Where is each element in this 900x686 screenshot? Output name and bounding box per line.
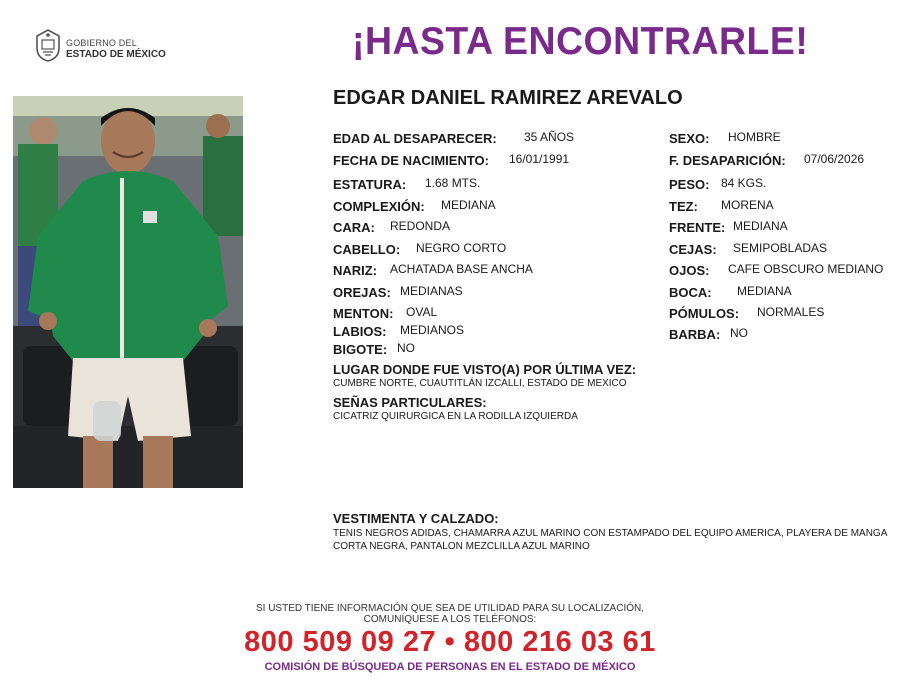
last-seen-value: CUMBRE NORTE, CUAUTITLÁN IZCALLI, ESTADO DE MEXICO [333, 378, 627, 389]
height-label: ESTATURA: [333, 177, 407, 192]
build-label: COMPLEXIÓN: [333, 199, 425, 214]
birthdate-value: 16/01/1991 [509, 152, 570, 166]
chin-label: MENTON: [333, 306, 394, 321]
person-photo-illustration [13, 96, 243, 488]
headline: ¡HASTA ENCONTRARLE! [352, 20, 809, 63]
disappearance-date-value: 07/06/2026 [804, 152, 865, 166]
weight-label: PESO: [669, 177, 710, 192]
person-photo [13, 96, 243, 488]
nose-value: ACHATADA BASE ANCHA [390, 262, 533, 276]
mouth-label: BOCA: [669, 285, 712, 300]
sex-value: HOMBRE [728, 130, 781, 144]
build-value: MEDIANA [441, 198, 496, 212]
mustache-value: NO [397, 341, 415, 355]
state-crest-icon [33, 28, 63, 62]
commission-name: COMISIÓN DE BÚSQUEDA DE PERSONAS EN EL ESTADO DE MÉXICO [264, 661, 636, 673]
mouth-value: MEDIANA [737, 284, 792, 298]
ears-label: OREJAS: [333, 285, 391, 300]
skin-label: TEZ: [669, 199, 698, 214]
clothing-line-2: CORTA NEGRA, PANTALON MEZCLILLA AZUL MARINO [333, 541, 590, 552]
height-value: 1.68 MTS. [425, 176, 481, 190]
beard-value: NO [730, 326, 748, 340]
person-name: EDGAR DANIEL RAMIREZ AREVALO [333, 87, 683, 109]
eyes-label: OJOS: [669, 263, 710, 278]
forehead-label: FRENTE: [669, 220, 726, 235]
age-value: 35 AÑOS [524, 130, 575, 144]
face-value: REDONDA [390, 219, 451, 233]
info-line-1: SI USTED TIENE INFORMACIÓN QUE SEA DE UTILIDAD PARA SU LOCALIZACIÓN, [255, 603, 645, 614]
state-government-logo [33, 28, 173, 64]
chin-value: OVAL [406, 305, 438, 319]
beard-label: BARBA: [669, 327, 721, 342]
phone-numbers: 800 509 09 27 • 800 216 03 61 [244, 626, 656, 658]
age-label: EDAD AL DESAPARECER: [333, 131, 497, 146]
hair-label: CABELLO: [333, 242, 401, 257]
clothing-label: VESTIMENTA Y CALZADO: [333, 511, 499, 526]
sex-label: SEXO: [669, 131, 710, 146]
weight-value: 84 KGS. [721, 176, 767, 190]
cheekbones-label: PÓMULOS: [669, 306, 740, 321]
hair-value: NEGRO CORTO [416, 241, 507, 255]
lips-label: LABIOS: [333, 324, 387, 339]
disappearance-date-label: F. DESAPARICIÓN: [669, 153, 786, 168]
eyes-value: CAFE OBSCURO MEDIANO [728, 262, 884, 276]
cheekbones-value: NORMALES [757, 305, 825, 319]
eyebrows-label: CEJAS: [669, 242, 717, 257]
last-seen-label: LUGAR DONDE FUE VISTO(A) POR ÚLTIMA VEZ: [333, 362, 637, 377]
birthdate-label: FECHA DE NACIMIENTO: [333, 153, 489, 168]
mustache-label: BIGOTE: [333, 342, 388, 357]
ears-value: MEDIANAS [400, 284, 463, 298]
logo-line-2: ESTADO DE MÉXICO [66, 49, 166, 60]
marks-label: SEÑAS PARTICULARES: [333, 395, 487, 410]
nose-label: NARIZ: [333, 263, 378, 278]
forehead-value: MEDIANA [733, 219, 788, 233]
marks-value: CICATRIZ QUIRURGICA EN LA RODILLA IZQUIERDA [333, 411, 578, 422]
clothing-line-1: TENIS NEGROS ADIDAS, CHAMARRA AZUL MARINO CON ESTAMPADO DEL EQUIPO AMERICA, PLAYERA DE MANGA [333, 528, 888, 539]
lips-value: MEDIANOS [400, 323, 465, 337]
face-label: CARA: [333, 220, 375, 235]
logo-line-1: GOBIERNO DEL [66, 38, 137, 48]
skin-value: MORENA [721, 198, 774, 212]
eyebrows-value: SEMIPOBLADAS [733, 241, 828, 255]
info-line-2: COMUNÍQUESE A LOS TELÉFONOS: [363, 614, 537, 625]
